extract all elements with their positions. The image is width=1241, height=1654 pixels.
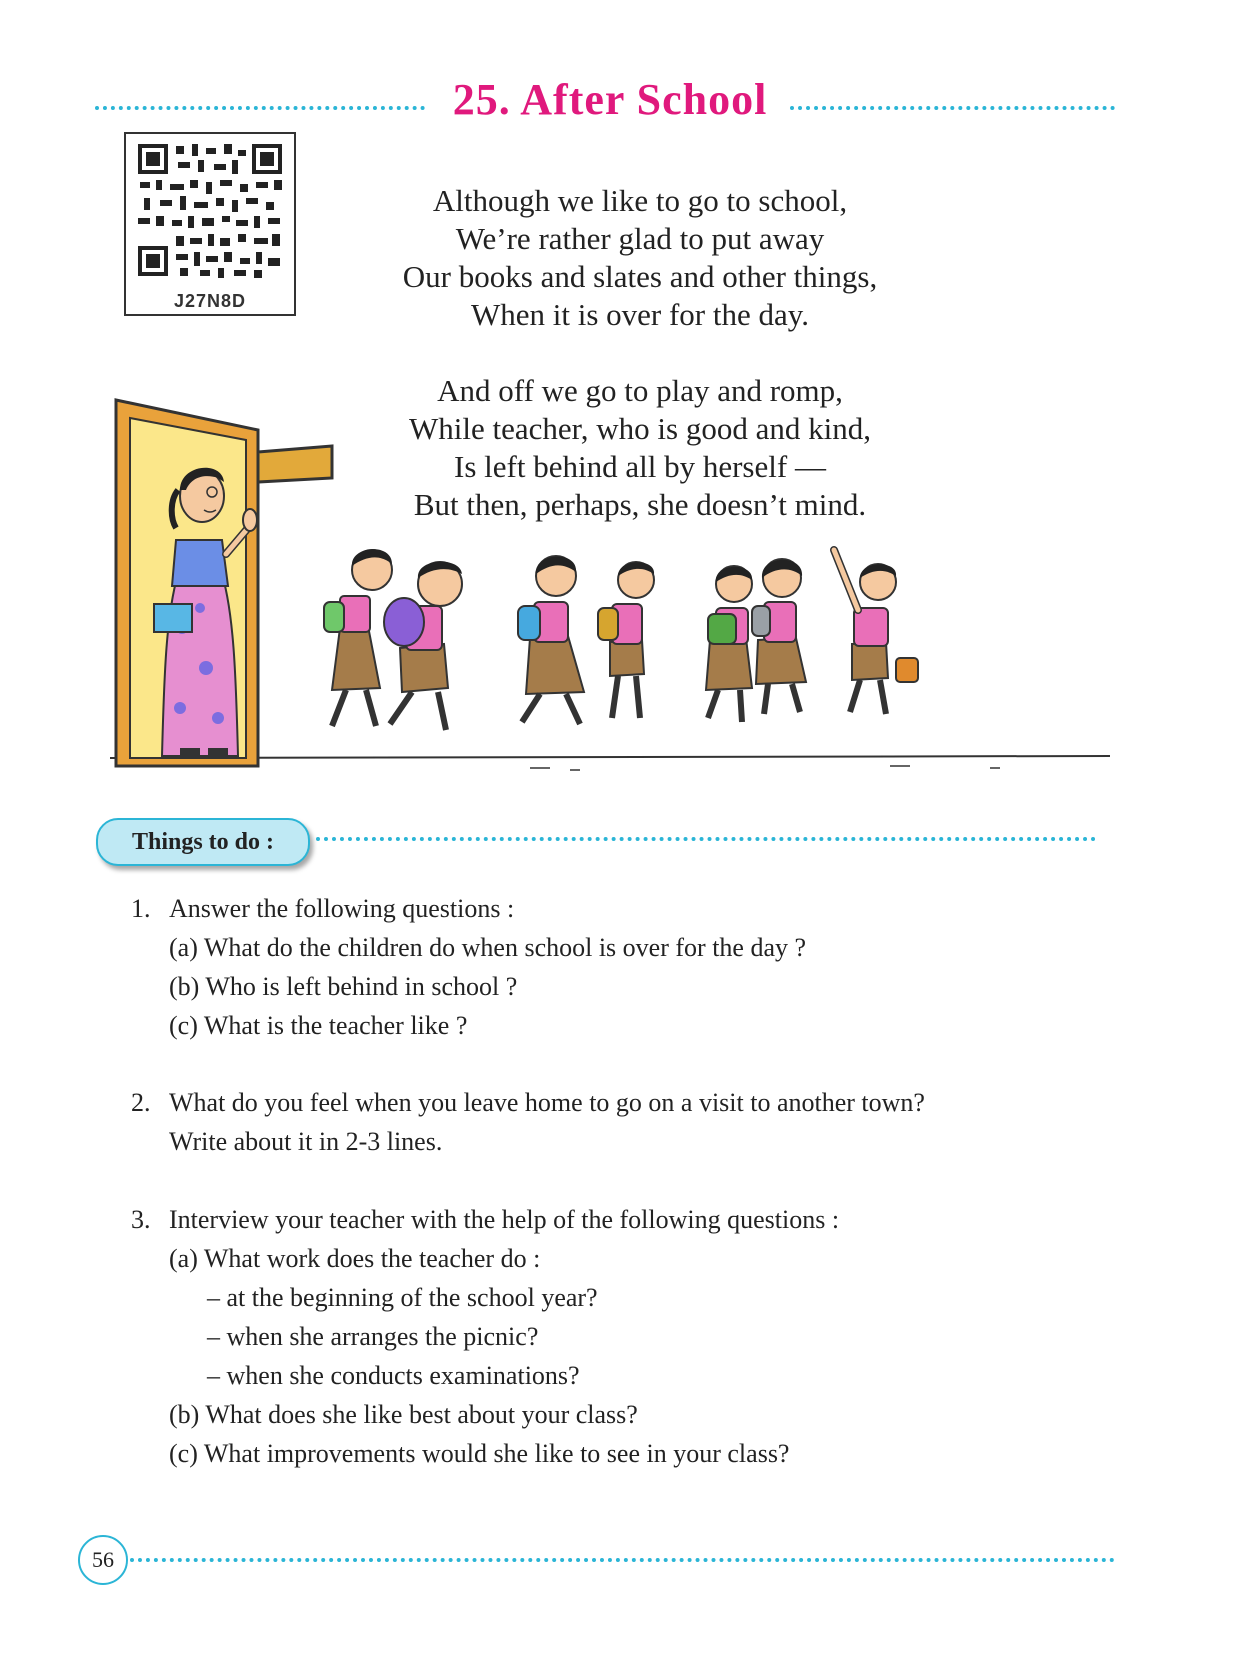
child-5 — [706, 566, 752, 722]
child-2 — [384, 562, 462, 730]
q3-a-item-1: – at the beginning of the school year? — [207, 1283, 598, 1312]
child-3 — [518, 556, 584, 724]
qr-pattern — [136, 142, 284, 282]
q3-sub-c: (c) What improvements would she like to see in your class? — [169, 1439, 790, 1468]
poem-line: Our books and slates and other things, — [402, 259, 878, 294]
q3-sub-a: (a) What work does the teacher do : — [169, 1244, 541, 1273]
qr-code-label: J27N8D — [173, 291, 247, 311]
q1-sub-a: (a) What do the children do when school is over for the day ? — [169, 933, 807, 962]
poem-line: Is left behind all by herself — — [454, 449, 826, 484]
things-to-do-label: Things to do : — [96, 818, 310, 866]
page-number: 56 — [78, 1535, 128, 1585]
q1-sub-c: (c) What is the teacher like ? — [169, 1011, 468, 1040]
poem-stanza-1 — [360, 182, 920, 334]
page-title: 25. After School — [452, 75, 768, 124]
q3-sub-b: (b) What does she like best about your class? — [169, 1400, 638, 1429]
poem-line: We’re rather glad to put away — [455, 221, 825, 256]
q3-a-item-2: – when she arranges the picnic? — [207, 1322, 539, 1351]
poem-line: When it is over for the day. — [470, 297, 810, 332]
q2-line-2: Write about it in 2-3 lines. — [169, 1127, 443, 1156]
q3-a-item-3: – when she conducts examinations? — [207, 1361, 580, 1390]
q2-line-1: What do you feel when you leave home to go on a visit to another town? — [169, 1088, 925, 1117]
qr-code[interactable] — [124, 132, 296, 316]
poem-line: And off we go to play and romp, — [437, 373, 843, 408]
footer-dotted-rule — [130, 1558, 1115, 1562]
q3-number: 3. — [131, 1205, 151, 1234]
child-7 — [834, 550, 918, 714]
poem-line: While teacher, who is good and kind, — [409, 411, 871, 446]
q2-number: 2. — [131, 1088, 151, 1117]
section-dotted-rule — [316, 837, 1096, 841]
q1-sub-b: (b) Who is left behind in school ? — [169, 972, 518, 1001]
child-1 — [324, 549, 392, 726]
header-dotted-rule-right — [790, 106, 1115, 110]
poem-line: Although we like to go to school, — [432, 183, 848, 218]
poem-line: But then, perhaps, she doesn’t mind. — [413, 487, 867, 522]
q3-text: Interview your teacher with the help of the following questions : — [169, 1205, 840, 1234]
header-dotted-rule-left — [95, 106, 425, 110]
child-4 — [598, 562, 654, 718]
child-6 — [752, 559, 806, 714]
after-school-illustration — [110, 378, 1120, 778]
q1-number: 1. — [131, 894, 151, 923]
q1-text: Answer the following questions : — [169, 894, 515, 923]
